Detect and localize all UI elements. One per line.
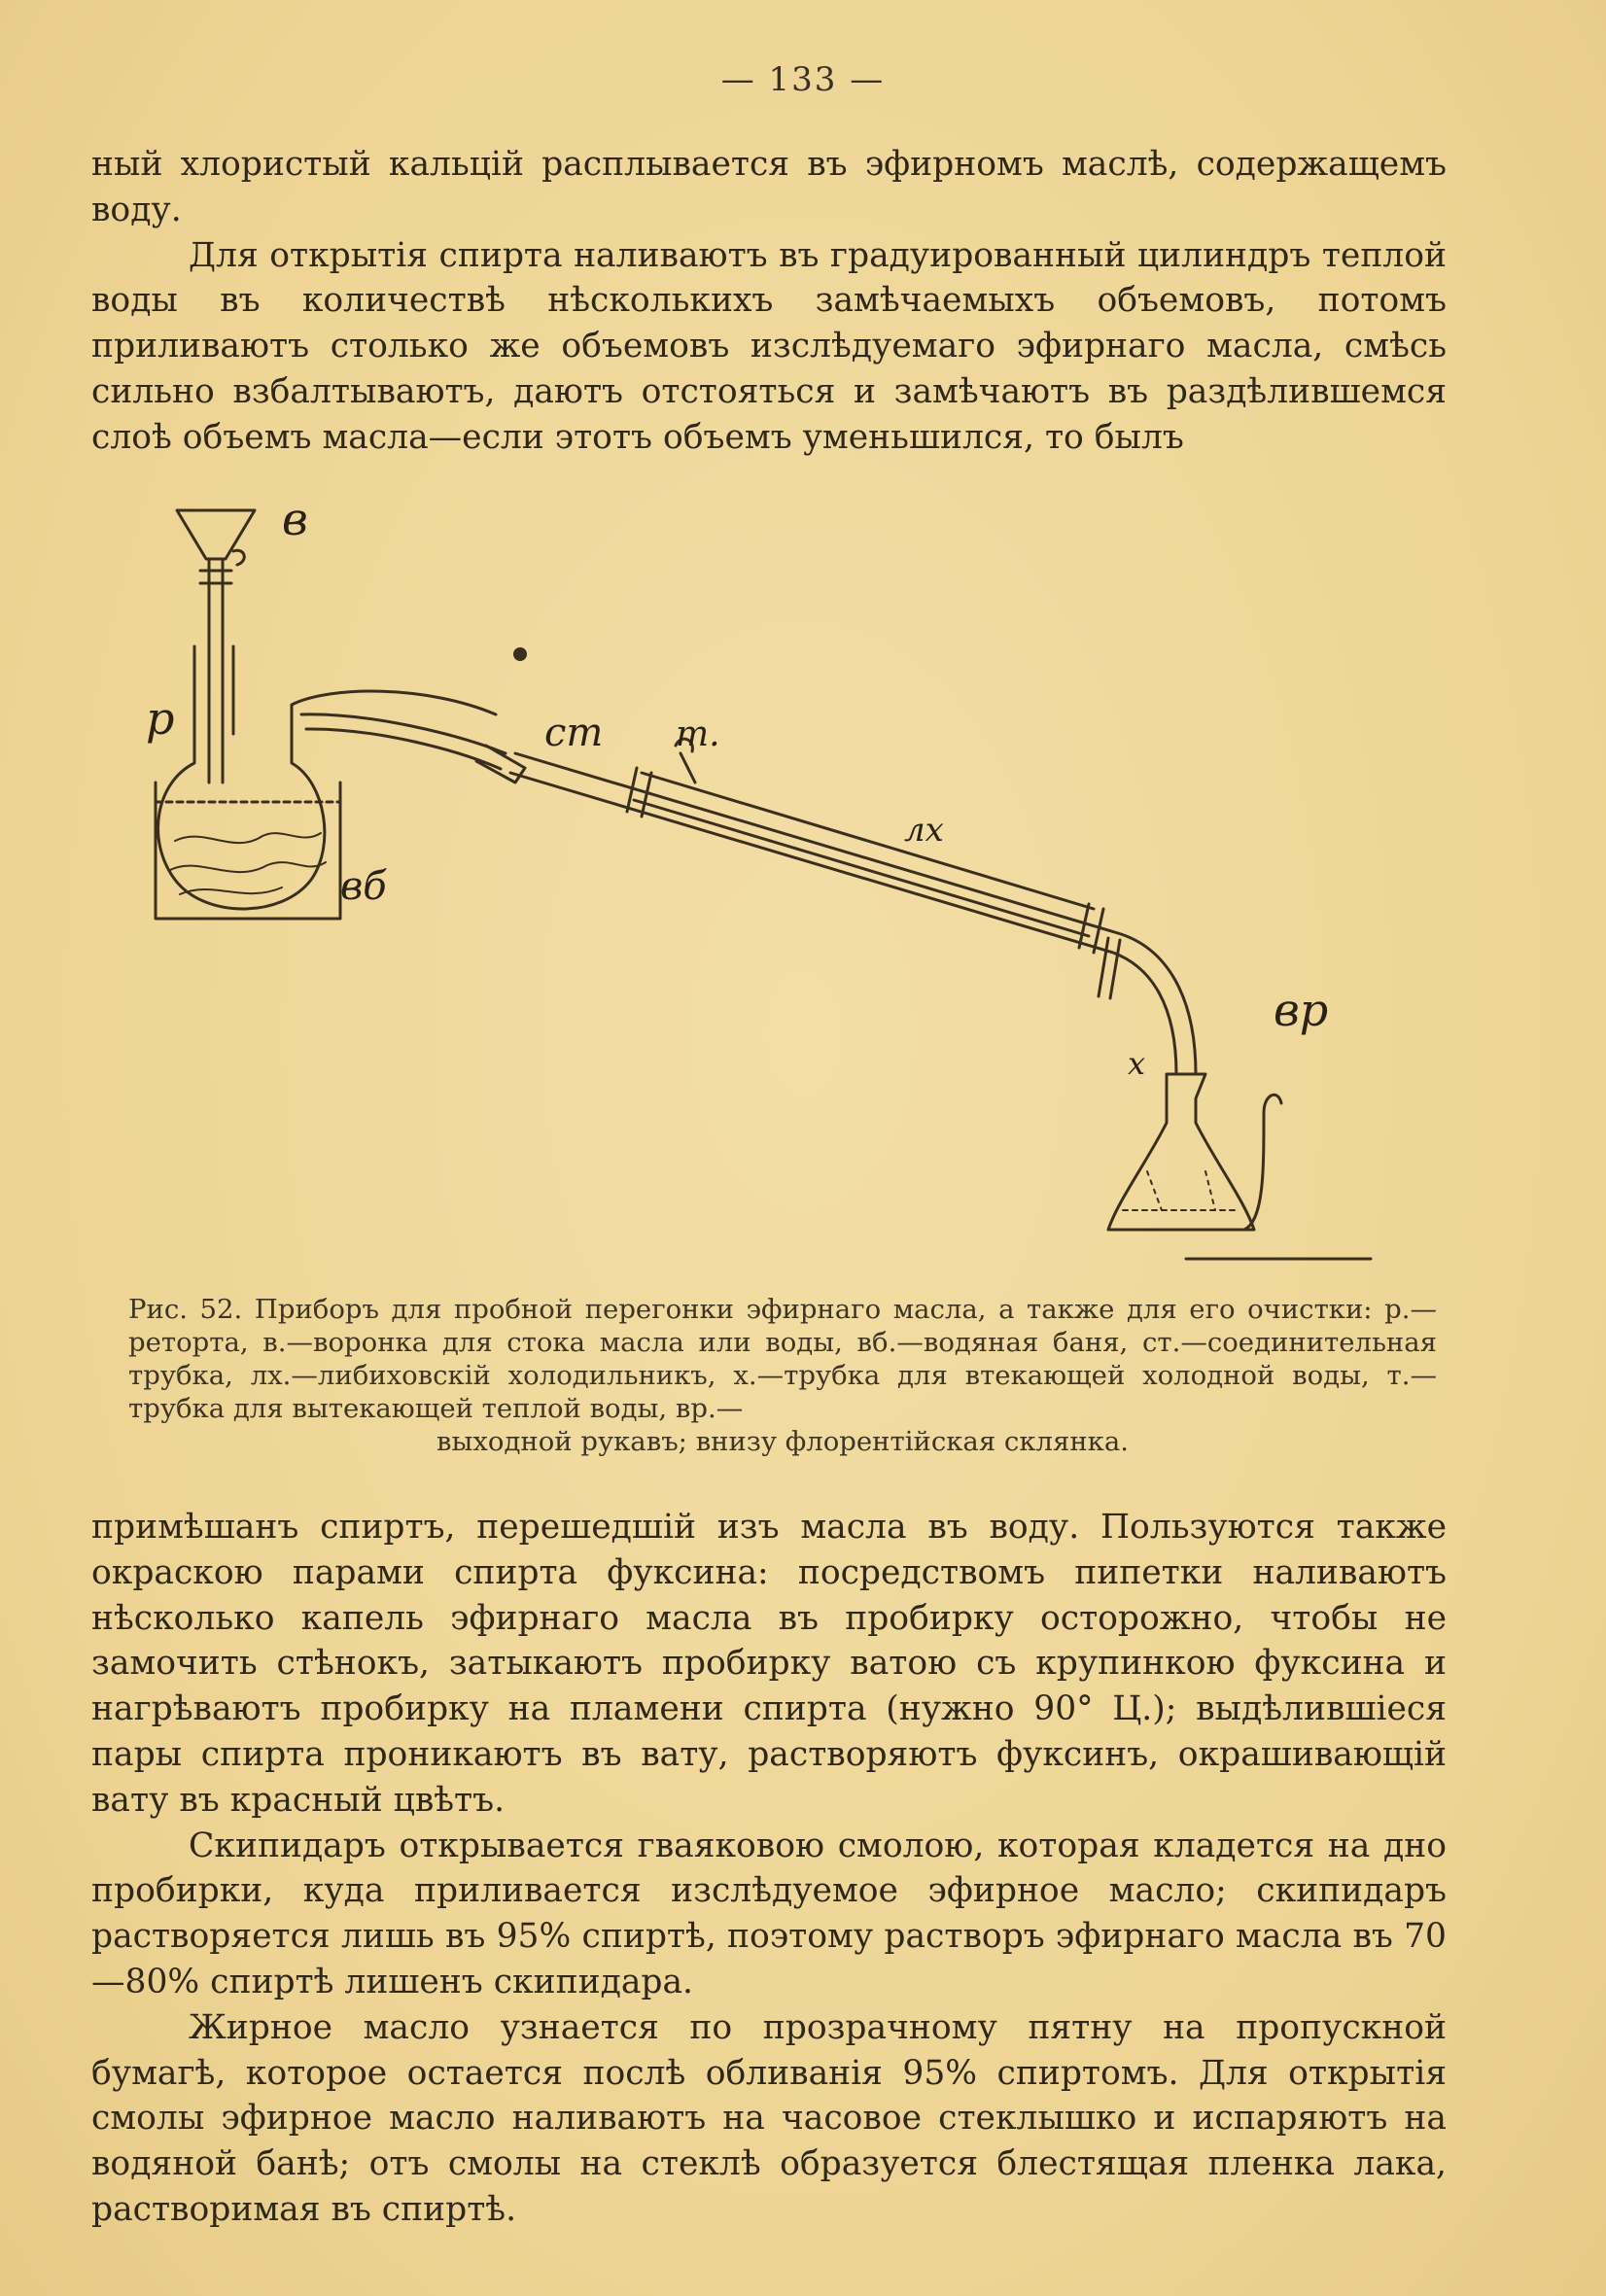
water-bath-drawing bbox=[156, 783, 340, 919]
connecting-tube-drawing bbox=[301, 714, 525, 783]
caption-text: Рис. 52. Приборъ для пробной перегонки эфирнаго масла, а также для его очистки: р.—реторта, в.—воронка для стока масла или воды, вб.—водяная баня, ст.—соединительная трубка, лх.—либиховскій холодильникъ, х.—трубка для втекающей холодной воды, т.—трубка для вытекающей теплой воды, вр.— bbox=[128, 1294, 1437, 1424]
label-funnel: в bbox=[282, 493, 308, 545]
label-inflow-tube: х bbox=[1128, 1045, 1146, 1082]
paragraph-turpentine: Скипидаръ открывается гваяковою смолою, которая кладется на дно пробирки, куда приливается изслѣдуемое эфирное масло; скипидаръ растворяется лишь въ 95% спиртѣ, поэтому растворъ эфирнаго масла въ 70—80% спиртѣ лишенъ скипидара. bbox=[91, 1826, 1447, 2001]
page-number: — 133 — bbox=[720, 60, 886, 99]
label-connecting-tube: ст bbox=[544, 711, 604, 755]
caption-last-line: выходной рукавъ; внизу флорентійская склянка. bbox=[436, 1426, 1129, 1457]
paragraph-fuchsin: примѣшанъ спиртъ, перешедшій изъ масла въ воду. Пользуются также окраскою парами спирта фуксина: посредствомъ пипетки наливаютъ нѣсколько капель эфирнаго масла въ пробирку осторожно, чтобы не замочить стѣнокъ, затыкаютъ пробирку ватою съ крупинкою фуксина и нагрѣваютъ пробирку на пламени спирта (нужно 90° Ц.); выдѣлившіеся пары спирта проникаютъ въ вату, растворяютъ фуксинъ, окрашивающій вату въ красный цвѣтъ. bbox=[91, 1508, 1447, 1820]
label-retort: р bbox=[146, 692, 175, 745]
florentine-flask-drawing bbox=[1108, 1074, 1371, 1259]
label-outlet-sleeve: вр bbox=[1274, 984, 1329, 1036]
paragraph-alcohol-test: Для открытія спирта наливаютъ въ градуированный цилиндръ теплой воды въ количествѣ нѣсколькихъ замѣчаемыхъ объемовъ, потомъ приливаютъ столько же объемовъ изслѣдуемаго эфирнаго масла, смѣсь сильно взбалтываютъ, даютъ отстояться и замѣчаютъ въ раздѣлившемся слоѣ объемъ масла—если этотъ объемъ уменьшился, то былъ bbox=[91, 235, 1447, 457]
bottom-text-block bbox=[91, 1505, 1447, 2233]
paragraph-continuation: ный хлористый кальцій расплывается въ эфирномъ маслѣ, содержащемъ воду. bbox=[91, 145, 1447, 229]
distillation-apparatus-figure bbox=[136, 491, 1400, 1269]
liebig-condenser-drawing bbox=[510, 739, 1196, 1074]
figure-caption bbox=[128, 1293, 1437, 1458]
label-outflow-tube: т. bbox=[676, 714, 720, 754]
label-water-bath: вб bbox=[340, 864, 387, 909]
ink-spot bbox=[513, 647, 527, 661]
top-text-block bbox=[91, 142, 1447, 461]
funnel-drawing bbox=[177, 510, 255, 783]
label-condenser: лх bbox=[904, 811, 944, 850]
paragraph-fat-oil: Жирное масло узнается по прозрачному пятну на пропускной бумагѣ, которое остается послѣ обливанія 95% спиртомъ. Для открытія смолы эфирное масло наливаютъ на часовое стеклышко и испаряютъ на водяной банѣ; отъ смолы на стеклѣ образуется блестящая пленка лака, растворимая въ спиртѣ. bbox=[91, 2007, 1447, 2229]
